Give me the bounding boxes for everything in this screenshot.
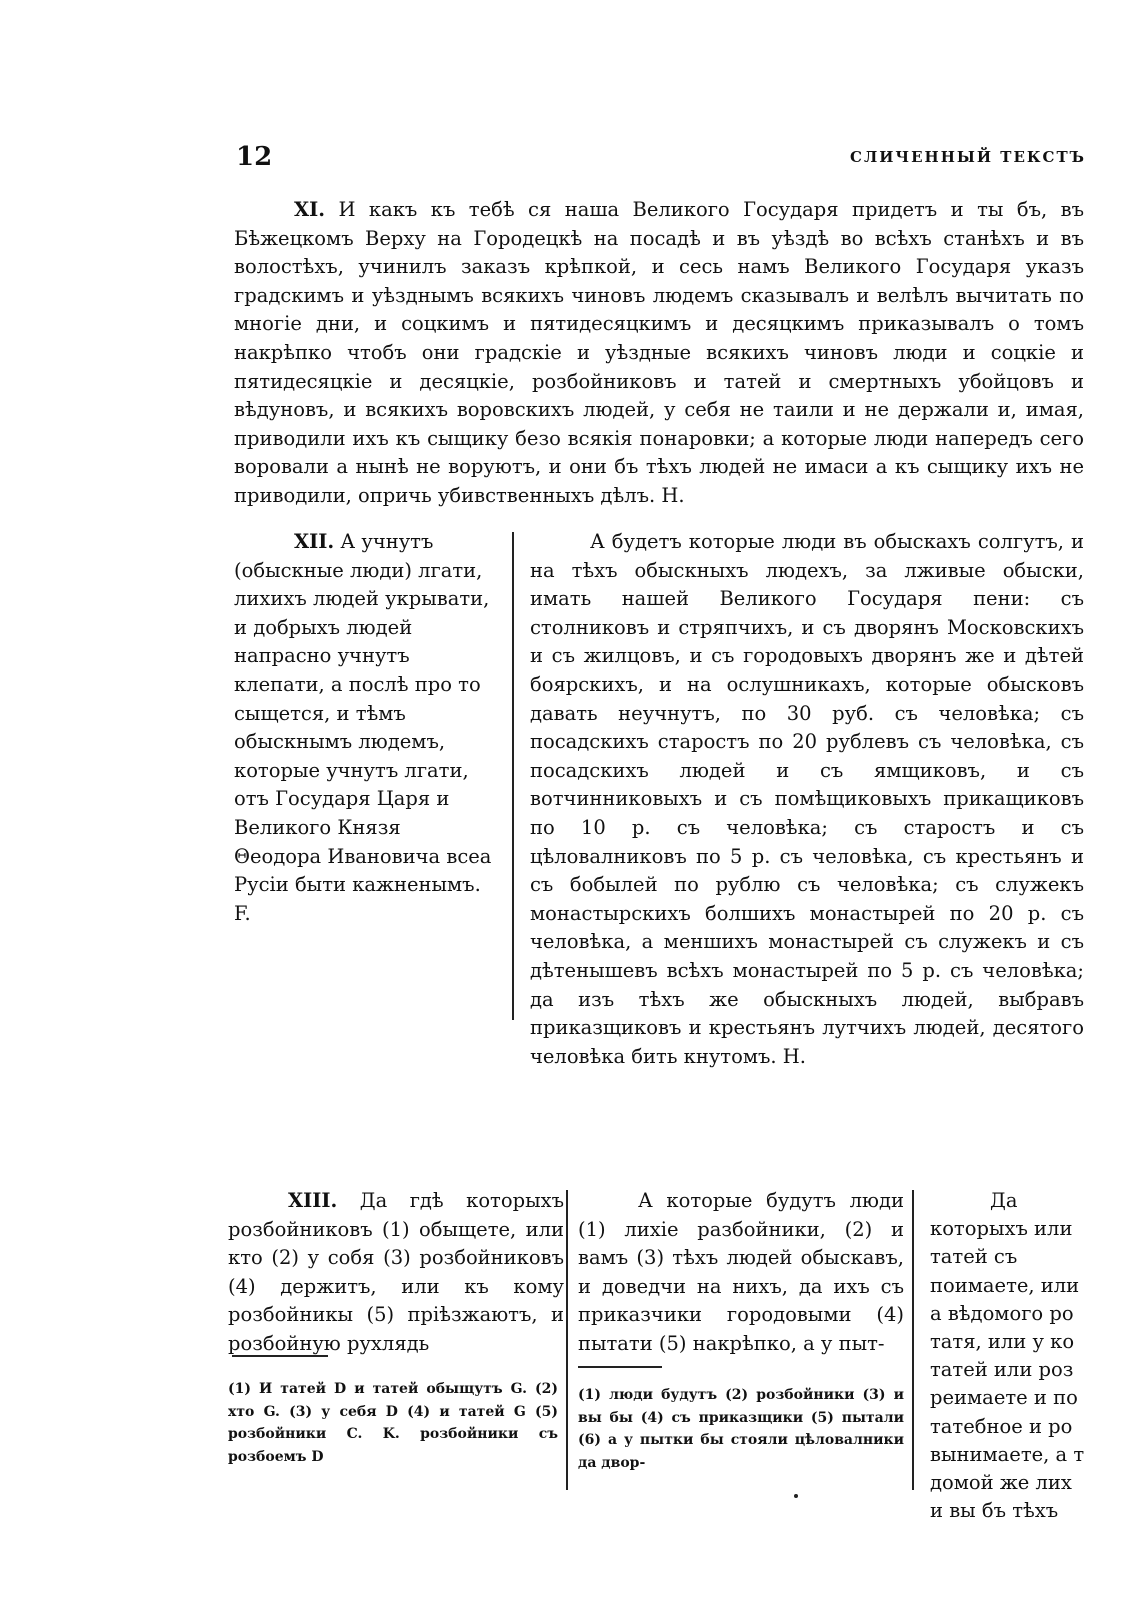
section-xiii-number: XIII. [288, 1189, 338, 1212]
column-divider [512, 532, 514, 1020]
section-xii-left-text: А учнутъ (обыскные люди) лгати, лихихъ людей укрывати, и добрыхъ людей напрасно учнутъ клепати, а послѣ про то сыщется, и тѣмъ обыскнымъ людемъ, которые учнутъ лгати, отъ Государя Царя и Великого Князя Θеодора Ивановича всеа Русіи быти кажненымъ. F. [234, 530, 492, 925]
footnote-left: (1) И татей D и татей обыщутъ G. (2) хто G. (3) у себя D (4) и татей G (5) розбойники C. K. розбойники съ розбоемъ D [228, 1381, 558, 1465]
section-xi-number: XI. [294, 198, 326, 221]
running-title: СЛИЧЕННЫЙ ТЕКСТЪ [850, 148, 1086, 166]
section-xi [234, 196, 1084, 511]
footnote-middle: (1) люди будутъ (2) розбойники (3) и вы бы (4) съ приказщики (5) пытали (6) а у пытки бы стояли цѣловалники да двор- [578, 1387, 904, 1471]
column-divider [912, 1190, 914, 1490]
section-xii-right-column [530, 528, 1084, 1071]
footnote-separator [578, 1366, 662, 1368]
section-xiii-middle-column [578, 1187, 904, 1359]
section-xii-right-text: А будетъ которые люди въ обыскахъ солгутъ, и на тѣхъ обыскныхъ людехъ, за лживые обыски, имать нашей Великого Государя пени: съ столниковъ и стряпчихъ, и съ дворянъ Московскихъ и съ жилцовъ, и съ городовыхъ дворянъ же и дѣтей боярскихъ, и на ослушникахъ, которые обысковъ давать неучнутъ, по 30 руб. съ человѣка; съ посадскихъ старостъ по 20 рублевъ съ человѣка, съ посадскихъ людей и съ ямщиковъ, и съ вотчинниковыхъ и съ помѣщиковыхъ прикащиковъ по 10 р. съ человѣка; съ старостъ и съ цѣловалниковъ по 5 р. съ человѣка, съ крестьянъ и съ бобылей по рублю съ человѣка; съ служекъ монастырскихъ болшихъ монастырей по 20 р. съ человѣка, а меншихъ монастырей съ служекъ и съ дѣтенышевъ всѣхъ монастырей по 5 р. съ человѣка; да изъ тѣхъ же обыскныхъ людей, выбравъ приказщиковъ и крестьянъ лутчихъ людей, десятого человѣка бить кнутомъ. H. [530, 530, 1084, 1068]
section-xi-text: И какъ къ тебѣ ся наша Великого Государя придетъ и ты бъ, въ Бѣжецкомъ Верху на Городецкѣ на посадѣ и въ уѣздѣ во всѣхъ станѣхъ и въ волостѣхъ, учинилъ заказъ крѣпкой, и сесь намъ Великого Государя указъ градскимъ и уѣзднымъ всякихъ чиновъ людемъ сказывалъ и велѣлъ вычитать по многіе дни, и соцкимъ и пятидесяцкимъ и десяцкимъ приказывалъ о томъ накрѣпко чтобъ они градскіе и уѣздные всякихъ чиновъ люди и соцкіе и пятидесяцкіе и десяцкіе, розбойниковъ и татей и смертныхъ убойцовъ и вѣдуновъ, и всякихъ воровскихъ людей, у себя не таили и не держали и, имая, приводили ихъ къ сыщику безо всякія понаровки; а которые люди напередъ сего воровали а нынѣ не воруютъ, и они бъ тѣхъ людей не имаси а къ сыщику ихъ не приводили, опричь убивственныхъ дѣлъ. H. [234, 198, 1084, 507]
section-xiii-left-text: Да гдѣ которыхъ розбойниковъ (1) обыщете, или кто (2) у собя (3) розбойниковъ (4) держитъ, или къ кому розбойникы (5) пріѣзжаютъ, и розбойную рухлядь [228, 1189, 564, 1355]
section-xiii-right-text: Да которыхъ или татей съ поимаете, или а вѣдомого ро татя, или у ко татей или роз реимаете и по татебное и ро вынимаете, а т домой же лих и вы бъ тѣхъ [930, 1189, 1085, 1523]
print-speck [794, 1494, 798, 1498]
page-number: 12 [236, 142, 273, 172]
section-xiii-right-column [930, 1187, 1090, 1525]
section-xii-number: XII. [294, 530, 335, 553]
page-header [236, 142, 1086, 182]
section-xii-left-column [234, 528, 492, 928]
section-xiii-middle-text: А которые будутъ люди (1) лихіе разбойники, (2) и вамъ (3) тѣхъ людей обыскавъ, и доведчи на нихъ, да ихъ съ приказчики городовыми (4) пытати (5) накрѣпко, а у пыт- [578, 1189, 904, 1355]
section-xiii-left-column [228, 1187, 564, 1359]
column-divider [566, 1190, 568, 1490]
footnote-separator [232, 1355, 328, 1357]
